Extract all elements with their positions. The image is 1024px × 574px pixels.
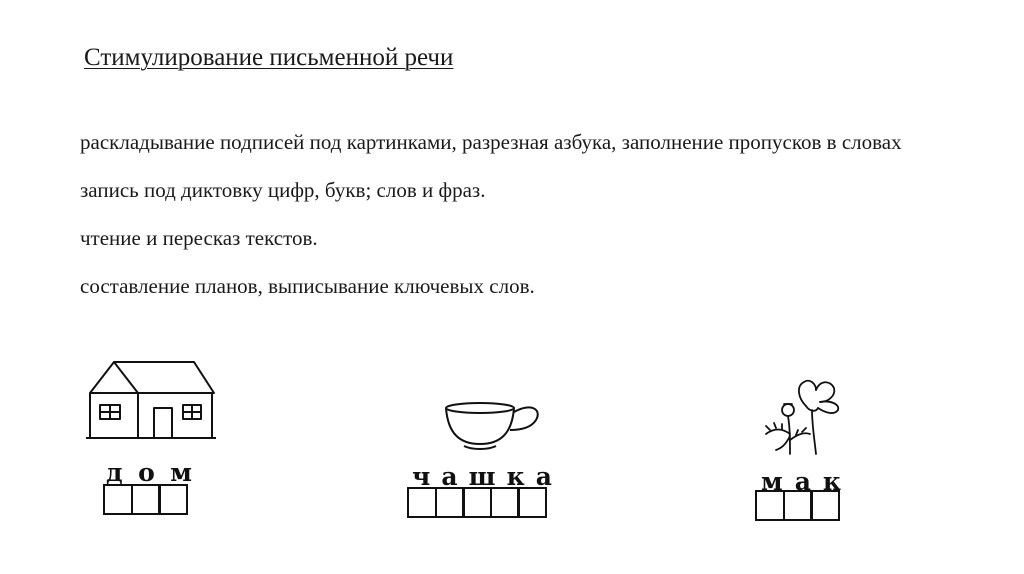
- paragraph-2: запись под диктовку цифр, букв; слов и фраз.: [80, 178, 486, 202]
- letter: а: [441, 462, 458, 491]
- letter: к: [506, 462, 525, 491]
- letter: м: [761, 467, 783, 496]
- letter: о: [138, 458, 155, 487]
- letter-box: [462, 487, 492, 518]
- letter: д: [106, 458, 123, 487]
- letter-box: [158, 484, 188, 515]
- letter-box: [407, 487, 437, 518]
- letter: ш: [468, 462, 496, 491]
- letter-box: [517, 487, 547, 518]
- letter: а: [535, 462, 552, 491]
- word-letters-dom: [106, 458, 192, 487]
- letter-box: [435, 487, 465, 518]
- paragraph-4: составление планов, выписывание ключевых слов.: [80, 274, 535, 298]
- paragraph-3: чтение и пересказ текстов.: [80, 226, 318, 250]
- letter-box: [131, 484, 161, 515]
- letter-box: [755, 490, 785, 521]
- letter-box: [810, 490, 840, 521]
- letter: к: [822, 467, 841, 496]
- body-text: [80, 118, 933, 310]
- letter: ч: [412, 462, 431, 491]
- letter-boxes-mak: [755, 490, 840, 521]
- letter-boxes-dom: [103, 484, 188, 515]
- letter-box: [783, 490, 813, 521]
- cup-icon: [438, 398, 548, 456]
- letter-boxes-chashka: [407, 487, 547, 518]
- letter: м: [170, 458, 192, 487]
- letter: а: [794, 467, 811, 496]
- house-icon: [82, 358, 220, 442]
- slide-title: Стимулирование письменной речи: [84, 44, 454, 71]
- paragraph-1: раскладывание подписей под картинками, разрезная азбука, заполнение пропусков в словах: [80, 130, 902, 154]
- letter-box: [103, 484, 133, 515]
- poppy-flower-icon: [760, 374, 850, 458]
- letter-box: [490, 487, 520, 518]
